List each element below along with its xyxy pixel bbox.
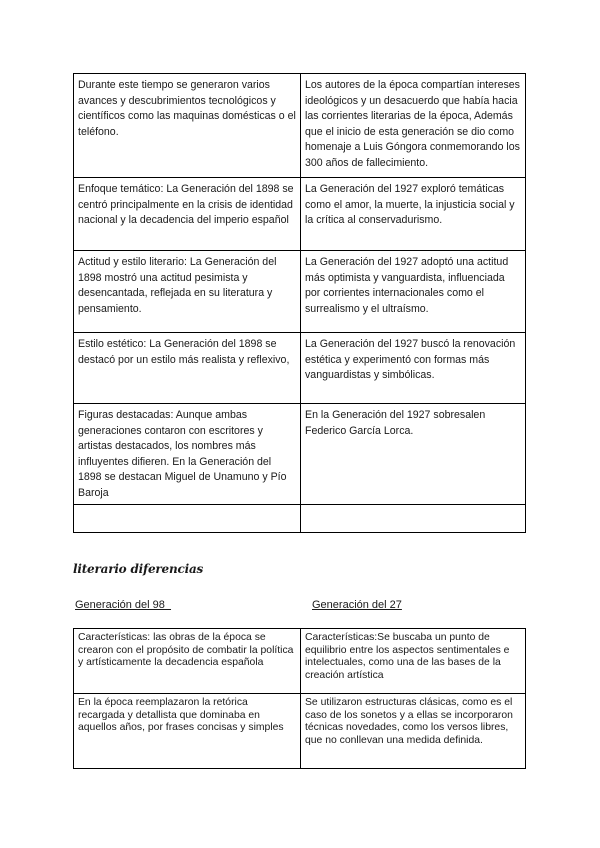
table-cell-left: Enfoque temático: La Generación del 1898 se centró principalmente en la crisis de identidad nacional y la decadencia del imperio español: [74, 178, 301, 251]
table-row: [74, 694, 526, 769]
table-cell-left: En la época reemplazaron la retórica recargada y detallista que dominaba en aquellos años, por frases concisas y simples: [74, 694, 301, 769]
table-row: [74, 333, 526, 404]
table-cell-left: Figuras destacadas: Aunque ambas generaciones contaron con escritores y artistas destacados, los nombres más influyentes difieren. En la Generación del 1898 se destacan Miguel de Unamuno y Pío Baroja: [74, 404, 301, 505]
table-cell-left: [74, 505, 301, 533]
section-title: literario diferencias: [73, 562, 204, 576]
column-heading-27: Generación del 27: [312, 599, 402, 611]
table-row: [74, 251, 526, 333]
table-row: [74, 74, 526, 178]
table-cell-left: Durante este tiempo se generaron varios avances y descubrimientos tecnológicos y científicos como las maquinas domésticas o el teléfono.: [74, 74, 301, 178]
table-cell-right: La Generación del 1927 exploró temáticas como el amor, la muerte, la injusticia social y la crítica al conservadurismo.: [301, 178, 526, 251]
table-cell-left: Actitud y estilo literario: La Generación del 1898 mostró una actitud pesimista y desencantada, reflejada en su literatura y pensamiento.: [74, 251, 301, 333]
table-cell-right: Los autores de la época compartían intereses ideológicos y un desacuerdo que había hacia las corrientes literarias de la época, Además que el inicio de esta generación se dio como homenaje a Luis Góngora conmemorando los 300 años de fallecimiento.: [301, 74, 526, 178]
table-cell-right: La Generación del 1927 adoptó una actitud más optimista y vanguardista, influenciada por corrientes internacionales como el surrealismo y el ultraísmo.: [301, 251, 526, 333]
column-heading-98: Generación del 98: [75, 599, 172, 611]
table-row: [74, 505, 526, 533]
table-row: [74, 178, 526, 251]
table-cell-left: Características: las obras de la época se crearon con el propósito de combatir la política y artísticamente la decadencia española: [74, 629, 301, 694]
table-cell-right: [301, 505, 526, 533]
table-cell-right: Se utilizaron estructuras clásicas, como es el caso de los sonetos y a ellas se incorporaron técnicas novedades, como los versos libres, que no conllevan una medida definida.: [301, 694, 526, 769]
table-row: [74, 404, 526, 505]
table-row: [74, 629, 526, 694]
table-cell-left: Estilo estético: La Generación del 1898 se destacó por un estilo más realista y reflexivo,: [74, 333, 301, 404]
table-cell-right: Características:Se buscaba un punto de equilibrio entre los aspectos sentimentales e intelectuales, como una de las bases de la creación artística: [301, 629, 526, 694]
differences-table: [73, 628, 526, 769]
comparison-table: [73, 73, 526, 533]
table-cell-right: La Generación del 1927 buscó la renovación estética y experimentó con formas más vanguardistas y simbólicas.: [301, 333, 526, 404]
table-cell-right: En la Generación del 1927 sobresalen Federico García Lorca.: [301, 404, 526, 505]
